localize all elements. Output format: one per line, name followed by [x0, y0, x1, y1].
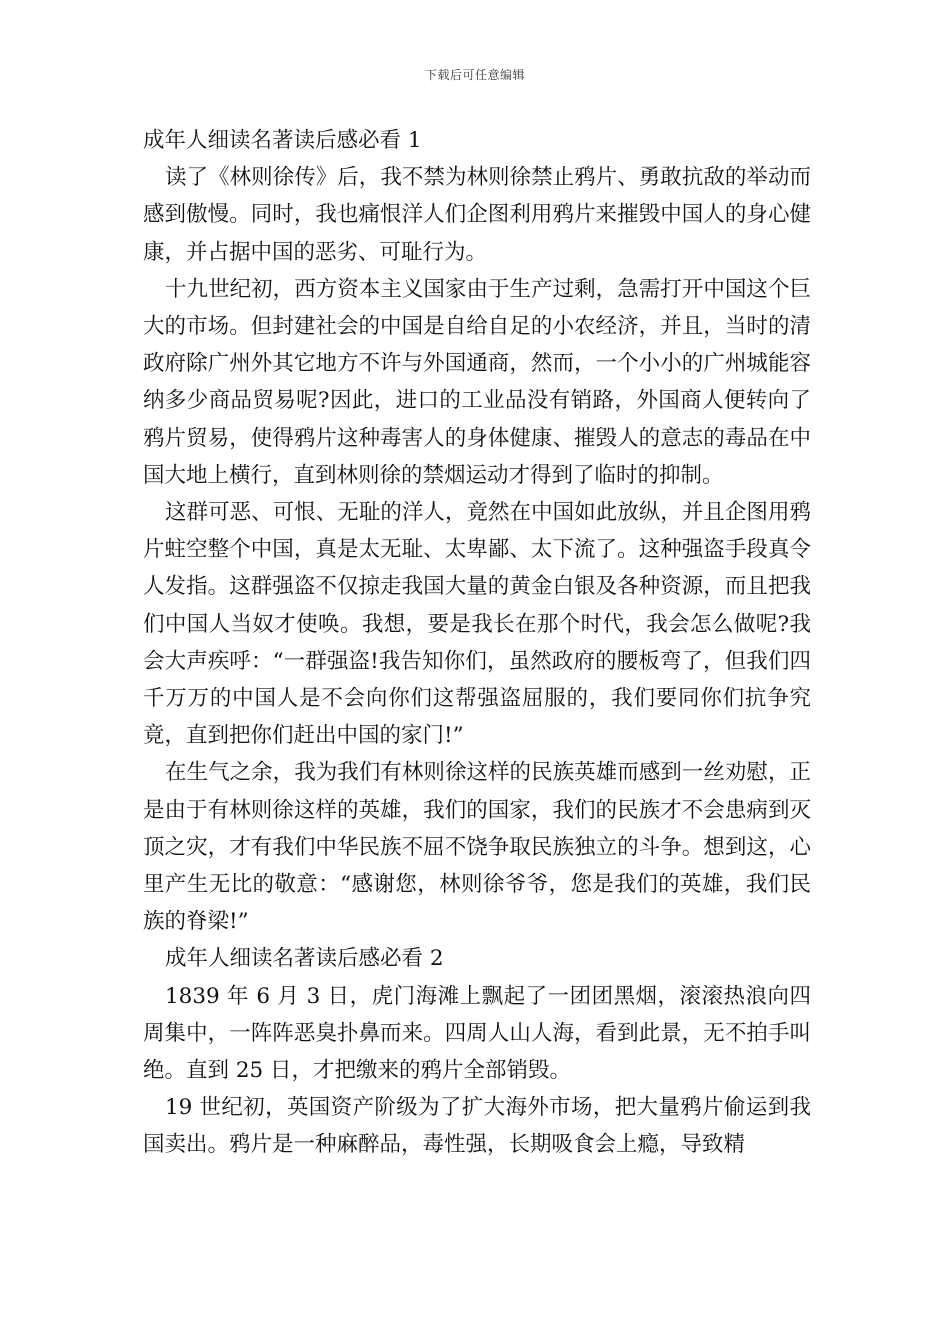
body-paragraph: 十九世纪初，西方资本主义国家由于生产过剩，急需打开中国这个巨大的市场。但封建社会的中国是自给自足的小农经济，并且，当时的清政府除广州外其它地方不许与外国通商，然而，一个小小的广州城能容纳多少商品贸易呢?因此，进口的工业品没有销路，外国商人便转向了鸦片贸易，使得鸦片这种毒害人的身体健康、摧毁人的意志的毒品在中国大地上横行，直到林则徐的禁烟运动才得到了临时的抑制。: [143, 276, 811, 488]
section-heading: 成年人细读名著读后感必看 1: [143, 128, 422, 153]
body-paragraph: 在生气之余，我为我们有林则徐这样的民族英雄而感到一丝劝慰，正是由于有林则徐这样的英雄，我们的国家，我们的民族才不会患病到灭顶之灾，才有我们中华民族不屈不饶争取民族独立的斗争。想到这，心里产生无比的敬意：“感谢您，林则徐爷爷，您是我们的英雄，我们民族的脊梁!”: [143, 760, 811, 935]
section-heading: 成年人细读名著读后感必看 2: [165, 946, 444, 972]
body-paragraph: 这群可恶、可恨、无耻的洋人，竟然在中国如此放纵，并且企图用鸦片蛀空整个中国，真是太无耻、太卑鄙、太下流了。这种强盗手段真令人发指。这群强盗不仅掠走我国大量的黄金白银及各种资源，而且把我们中国人当奴才使唤。我想，要是我长在那个时代，我会怎么做呢?我会大声疾呼：“一群强盗!我告知你们，虽然政府的腰板弯了，但我们四千万万的中国人是不会向你们这帮强盗屈服的，我们要同你们抗争究竟，直到把你们赶出中国的家门!”: [143, 500, 811, 749]
body-paragraph: 1839 年 6 月 3 日，虎门海滩上飘起了一团团黑烟，滚滚热浪向四周集中，一阵阵恶臭扑鼻而来。四周人山人海，看到此景，无不拍手叫绝。直到 25 日，才把缴来的鸦片全部销毁。: [143, 983, 811, 1084]
body-paragraph: 19 世纪初，英国资产阶级为了扩大海外市场，把大量鸦片偷运到我国卖出。鸦片是一种麻醉品，毒性强，长期吸食会上瘾，导致精: [143, 1095, 811, 1158]
page-header-note: 下载后可任意编辑: [424, 68, 525, 82]
document-body: [143, 122, 811, 1164]
body-paragraph: 读了《林则徐传》后，我不禁为林则徐禁止鸦片、勇敢抗敌的举动而感到傲慢。同时，我也痛恨洋人们企图利用鸦片来摧毁中国人的身心健康，并占据中国的恶劣、可耻行为。: [143, 165, 811, 265]
